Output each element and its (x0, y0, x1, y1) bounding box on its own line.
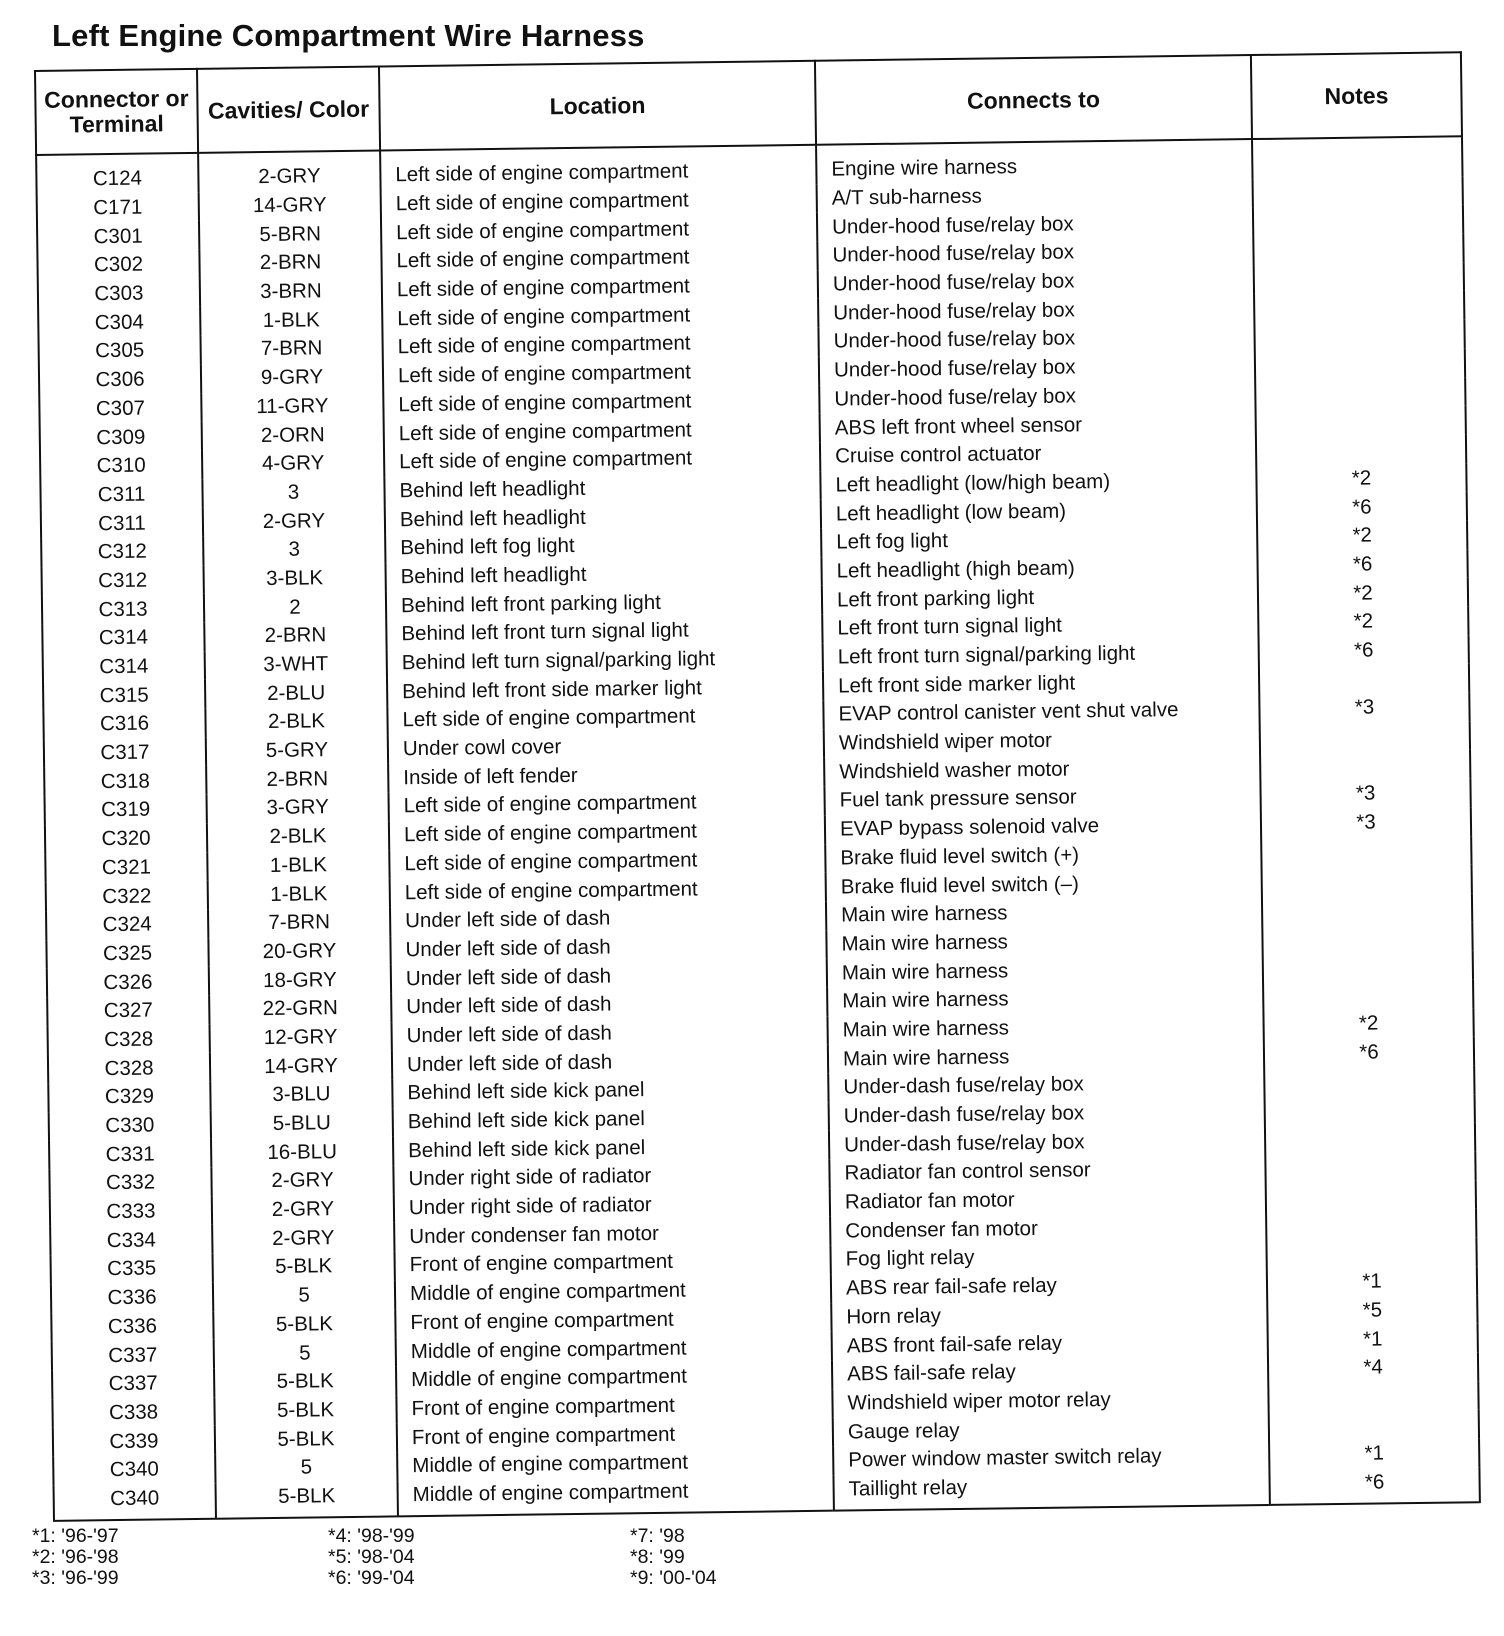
connects-to-cell: ABS rear fail-safe relay (831, 1269, 1267, 1303)
cavities-cell: 5 (214, 1338, 396, 1369)
cavities-cell: 5-BRN (199, 219, 381, 250)
cavities-cell: 9-GRY (201, 362, 383, 393)
location-cell: Behind left side kick panel (393, 1131, 829, 1165)
location-cell: Left side of engine compartment (387, 701, 823, 735)
connector-cell: C310 (40, 451, 202, 482)
connects-to-cell: Under-hood fuse/relay box (818, 265, 1254, 299)
connects-to-cell: Left headlight (low/high beam) (820, 466, 1256, 500)
legend-note: *1: '96-'97 (32, 1525, 119, 1547)
location-cell: Behind left headlight (384, 471, 820, 505)
connects-to-cell: Main wire harness (828, 1039, 1264, 1073)
connector-cell: C336 (51, 1311, 213, 1342)
legend-column-1 (32, 1526, 119, 1589)
location-cell: Left side of engine compartment (382, 328, 818, 362)
cavities-cell: 1-BLK (208, 879, 390, 910)
cavities-cell: 2-GRY (212, 1223, 394, 1254)
notes-cell (1256, 434, 1466, 465)
connects-to-cell: Brake fluid level switch (–) (826, 867, 1262, 901)
connector-cell: C324 (46, 910, 208, 941)
location-cell: Middle of engine compartment (396, 1332, 832, 1366)
cavities-cell: 2-BLK (205, 706, 387, 737)
header-connects-to: Connects to (815, 55, 1252, 145)
connects-to-cell: Gauge relay (833, 1412, 1269, 1446)
connects-to-cell: Main wire harness (826, 896, 1262, 930)
connects-to-cell: Windshield wiper motor relay (832, 1384, 1268, 1418)
location-cell: Under left side of dash (391, 1016, 827, 1050)
connector-cell: C334 (50, 1225, 212, 1256)
cavities-cell: 3-WHT (205, 649, 387, 680)
location-cell: Front of engine compartment (394, 1246, 830, 1280)
cavities-cell: 5-BLU (211, 1108, 393, 1139)
location-cell: Behind left front parking light (386, 586, 822, 620)
cavities-cell: 2 (204, 592, 386, 623)
header-cavities: Cavities/ Color (197, 66, 380, 152)
connector-cell: C333 (50, 1197, 212, 1228)
connector-cell: C332 (49, 1168, 211, 1199)
location-cell: Behind left side kick panel (393, 1102, 829, 1136)
notes-cell (1264, 1065, 1474, 1096)
connects-to-cell: Left front turn signal light (822, 609, 1258, 643)
notes-cell: *6 (1259, 635, 1469, 666)
connector-cell: C313 (42, 594, 204, 625)
location-cell: Under left side of dash (391, 959, 827, 993)
connector-cell: C316 (43, 709, 205, 740)
notes-cell (1266, 1237, 1476, 1268)
connector-cell: C302 (37, 250, 199, 281)
notes-cell: *2 (1258, 606, 1468, 637)
notes-cell (1253, 205, 1463, 236)
cavities-cell: 16-BLU (211, 1137, 393, 1168)
connects-to-cell: Left fog light (821, 523, 1257, 557)
location-cell: Under left side of dash (392, 1045, 828, 1079)
connects-to-cell: Windshield wiper motor (824, 724, 1260, 758)
cavities-cell: 18-GRY (209, 965, 391, 996)
connects-to-cell: Left headlight (low beam) (821, 494, 1257, 528)
connects-to-cell: Radiator fan motor (830, 1183, 1266, 1217)
harness-table (34, 51, 1481, 1522)
connector-cell: C303 (38, 279, 200, 310)
location-cell: Behind left turn signal/parking light (387, 643, 823, 677)
connects-to-cell: Left headlight (high beam) (821, 552, 1257, 586)
legend-note: *6: '99-'04 (328, 1567, 415, 1589)
notes-cell (1256, 405, 1466, 436)
location-cell: Inside of left fender (388, 758, 824, 792)
location-cell: Left side of engine compartment (389, 844, 825, 878)
cavities-cell: 4-GRY (202, 448, 384, 479)
connects-to-cell: Radiator fan control sensor (829, 1154, 1265, 1188)
connects-to-cell: Under-hood fuse/relay box (818, 322, 1254, 356)
location-cell: Under left side of dash (390, 902, 826, 936)
cavities-cell: 3-BLK (203, 563, 385, 594)
location-cell: Behind left headlight (385, 500, 821, 534)
notes-cell (1255, 348, 1465, 379)
connector-cell: C320 (45, 824, 207, 855)
connects-to-cell: Power window master switch relay (833, 1441, 1269, 1475)
connector-cell: C314 (42, 623, 204, 654)
cavities-cell: 5-BLK (213, 1252, 395, 1283)
cavities-cell: 2-ORN (202, 420, 384, 451)
notes-cell: *6 (1264, 1037, 1474, 1068)
location-cell: Middle of engine compartment (395, 1274, 831, 1308)
legend-note: *2: '96-'98 (32, 1546, 119, 1568)
notes-cell: *2 (1258, 578, 1468, 609)
notes-cell (1262, 893, 1472, 924)
location-cell: Left side of engine compartment (381, 213, 817, 247)
location-cell: Left side of engine compartment (382, 299, 818, 333)
legend-note: *4: '98-'99 (328, 1525, 415, 1547)
connector-cell: C329 (48, 1082, 210, 1113)
connects-to-cell: Under-hood fuse/relay box (818, 293, 1254, 327)
location-cell: Left side of engine compartment (388, 787, 824, 821)
connector-cell: C338 (52, 1397, 214, 1428)
notes-cell: *3 (1259, 692, 1469, 723)
notes-cell (1260, 721, 1470, 752)
cavities-cell: 7-BRN (208, 907, 390, 938)
legend-note: *3: '96-'99 (32, 1567, 119, 1589)
connector-cell: C304 (38, 307, 200, 338)
location-cell: Middle of engine compartment (398, 1475, 834, 1516)
cavities-cell: 2-GRY (211, 1165, 393, 1196)
connects-to-cell: Under-hood fuse/relay box (817, 236, 1253, 270)
cavities-cell: 3 (203, 534, 385, 565)
notes-cell (1265, 1094, 1475, 1125)
harness-table-wrapper (34, 51, 1490, 1522)
notes-cell: *1 (1269, 1438, 1479, 1469)
cavities-cell: 3-BRN (200, 276, 382, 307)
connector-cell: C328 (48, 1053, 210, 1084)
cavities-cell: 12-GRY (210, 1022, 392, 1053)
connects-to-cell: Brake fluid level switch (+) (825, 839, 1261, 873)
header-location: Location (379, 61, 816, 151)
connector-cell: C340 (53, 1455, 215, 1486)
connects-to-cell: ABS left front wheel sensor (820, 408, 1256, 442)
connector-cell: C171 (37, 193, 199, 224)
connector-cell: C331 (49, 1139, 211, 1170)
location-cell: Behind left headlight (385, 557, 821, 591)
connects-to-cell: Under-hood fuse/relay box (819, 351, 1255, 385)
notes-cell: *3 (1260, 778, 1470, 809)
location-cell: Under right side of radiator (393, 1160, 829, 1194)
connects-to-cell: Main wire harness (826, 925, 1262, 959)
connector-cell: C340 (54, 1483, 216, 1521)
location-cell: Under left side of dash (390, 930, 826, 964)
connector-cell: C330 (49, 1110, 211, 1141)
connects-to-cell: Taillight relay (833, 1470, 1269, 1511)
location-cell: Front of engine compartment (397, 1418, 833, 1452)
connects-to-cell: ABS front fail-safe relay (832, 1326, 1268, 1360)
connects-to-cell: Under-hood fuse/relay box (819, 380, 1255, 414)
cavities-cell: 2-GRY (212, 1194, 394, 1225)
connects-to-cell: Cruise control actuator (820, 437, 1256, 471)
notes-cell (1265, 1151, 1475, 1182)
location-cell: Left side of engine compartment (383, 357, 819, 391)
notes-cell (1263, 950, 1473, 981)
notes-cell (1259, 664, 1469, 695)
cavities-cell: 5-BLK (213, 1309, 395, 1340)
location-cell: Left side of engine compartment (390, 873, 826, 907)
legend-column-3 (630, 1526, 717, 1589)
location-cell: Left side of engine compartment (389, 816, 825, 850)
location-cell: Front of engine compartment (396, 1389, 832, 1423)
cavities-cell: 3-BLU (210, 1079, 392, 1110)
connector-cell: C311 (41, 508, 203, 539)
connector-cell: C124 (36, 153, 199, 195)
location-cell: Left side of engine compartment (384, 414, 820, 448)
connects-to-cell: Main wire harness (827, 953, 1263, 987)
legend-note: *7: '98 (630, 1525, 685, 1547)
notes-cell (1253, 176, 1463, 207)
header-notes: Notes (1251, 52, 1462, 139)
connector-cell: C312 (41, 537, 203, 568)
connects-to-cell: Fuel tank pressure sensor (824, 781, 1260, 815)
connects-to-cell: Left front turn signal/parking light (823, 638, 1259, 672)
connector-cell: C327 (47, 996, 209, 1027)
notes-cell (1261, 836, 1471, 867)
connector-cell: C337 (52, 1369, 214, 1400)
header-connector: Connector or Terminal (35, 69, 198, 155)
location-cell: Left side of engine compartment (382, 271, 818, 305)
connects-to-cell: A/T sub-harness (817, 179, 1253, 213)
notes-cell (1254, 319, 1464, 350)
cavities-cell: 5 (213, 1280, 395, 1311)
cavities-cell: 1-BLK (207, 850, 389, 881)
cavities-cell: 5 (215, 1452, 397, 1483)
cavities-cell: 2-GRY (203, 506, 385, 537)
cavities-cell: 5-BLK (214, 1395, 396, 1426)
cavities-cell: 22-GRN (209, 993, 391, 1024)
notes-cell (1269, 1409, 1479, 1440)
location-cell: Front of engine compartment (395, 1303, 831, 1337)
connects-to-cell: Horn relay (831, 1297, 1267, 1331)
connector-cell: C339 (53, 1426, 215, 1457)
cavities-cell: 20-GRY (208, 936, 390, 967)
cavities-cell: 2-BRN (204, 620, 386, 651)
connector-cell: C314 (43, 652, 205, 683)
connects-to-cell: ABS fail-safe relay (832, 1355, 1268, 1389)
location-cell: Left side of engine compartment (383, 385, 819, 419)
legend-column-2 (328, 1526, 415, 1589)
connects-to-cell: Under-dash fuse/relay box (829, 1097, 1265, 1131)
legend-note: *8: '99 (630, 1546, 685, 1568)
connects-to-cell: EVAP control canister vent shut valve (823, 695, 1259, 729)
notes-cell: *4 (1268, 1352, 1478, 1383)
notes-cell (1265, 1123, 1475, 1154)
cavities-cell: 1-BLK (200, 305, 382, 336)
connector-cell: C305 (39, 336, 201, 367)
notes-cell: *6 (1257, 492, 1467, 523)
notes-cell (1255, 377, 1465, 408)
cavities-cell: 2-BLK (207, 821, 389, 852)
cavities-cell: 5-BLK (216, 1481, 398, 1519)
notes-cell: *5 (1267, 1295, 1477, 1326)
notes-cell: *6 (1257, 549, 1467, 580)
connects-to-cell: Condenser fan motor (830, 1211, 1266, 1245)
notes-cell: *2 (1263, 1008, 1473, 1039)
cavities-cell: 2-BRN (206, 764, 388, 795)
notes-cell: *2 (1257, 520, 1467, 551)
location-cell: Behind left front turn signal light (386, 615, 822, 649)
location-cell: Under right side of radiator (394, 1188, 830, 1222)
connects-to-cell: EVAP bypass solenoid valve (825, 810, 1261, 844)
connects-to-cell: Main wire harness (827, 1011, 1263, 1045)
cavities-cell: 3-GRY (207, 793, 389, 824)
connector-cell: C328 (48, 1024, 210, 1055)
cavities-cell: 14-GRY (210, 1051, 392, 1082)
notes-cell (1253, 233, 1463, 264)
connector-cell: C322 (46, 881, 208, 912)
connector-cell: C335 (51, 1254, 213, 1285)
location-cell: Under condenser fan motor (394, 1217, 830, 1251)
connects-to-cell: Under-dash fuse/relay box (828, 1068, 1264, 1102)
location-cell: Behind left fog light (385, 529, 821, 563)
notes-cell (1252, 136, 1463, 178)
cavities-cell: 2-GRY (198, 150, 381, 192)
location-cell: Left side of engine compartment (380, 145, 816, 190)
legend-note: *9: '00-'04 (630, 1567, 717, 1589)
connector-cell: C315 (43, 680, 205, 711)
legend-note: *5: '98-'04 (328, 1546, 415, 1568)
cavities-cell: 5-GRY (206, 735, 388, 766)
location-cell: Under left side of dash (391, 988, 827, 1022)
connector-cell: C309 (40, 422, 202, 453)
notes-cell: *1 (1268, 1323, 1478, 1354)
connects-to-cell: Left front parking light (822, 580, 1258, 614)
connector-cell: C325 (46, 938, 208, 969)
table-body (36, 136, 1480, 1521)
notes-cell (1266, 1180, 1476, 1211)
notes-cell (1254, 262, 1464, 293)
connector-cell: C337 (52, 1340, 214, 1371)
cavities-cell: 11-GRY (201, 391, 383, 422)
connects-to-cell: Fog light relay (830, 1240, 1266, 1274)
location-cell: Middle of engine compartment (396, 1361, 832, 1395)
cavities-cell: 3 (202, 477, 384, 508)
notes-cell (1266, 1209, 1476, 1240)
connects-to-cell: Engine wire harness (816, 139, 1252, 184)
connector-cell: C317 (44, 738, 206, 769)
location-cell: Middle of engine compartment (397, 1447, 833, 1481)
cavities-cell: 5-BLK (214, 1366, 396, 1397)
location-cell: Left side of engine compartment (381, 184, 817, 218)
connects-to-cell: Under-dash fuse/relay box (829, 1125, 1265, 1159)
cavities-cell: 14-GRY (199, 190, 381, 221)
connector-cell: C336 (51, 1283, 213, 1314)
connector-cell: C311 (40, 479, 202, 510)
notes-cell: *1 (1267, 1266, 1477, 1297)
connects-to-cell: Left front side marker light (823, 666, 1259, 700)
connector-cell: C318 (44, 766, 206, 797)
location-cell: Left side of engine compartment (381, 242, 817, 276)
location-cell: Under cowl cover (388, 729, 824, 763)
page-title: Left Engine Compartment Wire Harness (52, 18, 645, 53)
location-cell: Behind left front side marker light (387, 672, 823, 706)
notes-cell: *6 (1269, 1467, 1479, 1505)
connector-cell: C306 (39, 365, 201, 396)
connector-cell: C307 (39, 393, 201, 424)
notes-cell (1263, 979, 1473, 1010)
cavities-cell: 2-BLU (205, 678, 387, 709)
connects-to-cell: Under-hood fuse/relay box (817, 207, 1253, 241)
notes-cell: *3 (1261, 807, 1471, 838)
connector-cell: C319 (45, 795, 207, 826)
notes-cell: *2 (1256, 463, 1466, 494)
notes-cell (1254, 291, 1464, 322)
location-cell: Left side of engine compartment (384, 443, 820, 477)
connector-cell: C312 (42, 565, 204, 596)
location-cell: Behind left side kick panel (392, 1074, 828, 1108)
notes-cell (1268, 1381, 1478, 1412)
cavities-cell: 7-BRN (200, 334, 382, 365)
cavities-cell: 5-BLK (215, 1424, 397, 1455)
cavities-cell: 2-BRN (199, 248, 381, 279)
connector-cell: C301 (37, 221, 199, 252)
connects-to-cell: Windshield washer motor (824, 752, 1260, 786)
connector-cell: C321 (45, 852, 207, 883)
connects-to-cell: Main wire harness (827, 982, 1263, 1016)
notes-cell (1260, 750, 1470, 781)
connector-cell: C326 (47, 967, 209, 998)
notes-cell (1262, 922, 1472, 953)
notes-cell (1262, 864, 1472, 895)
